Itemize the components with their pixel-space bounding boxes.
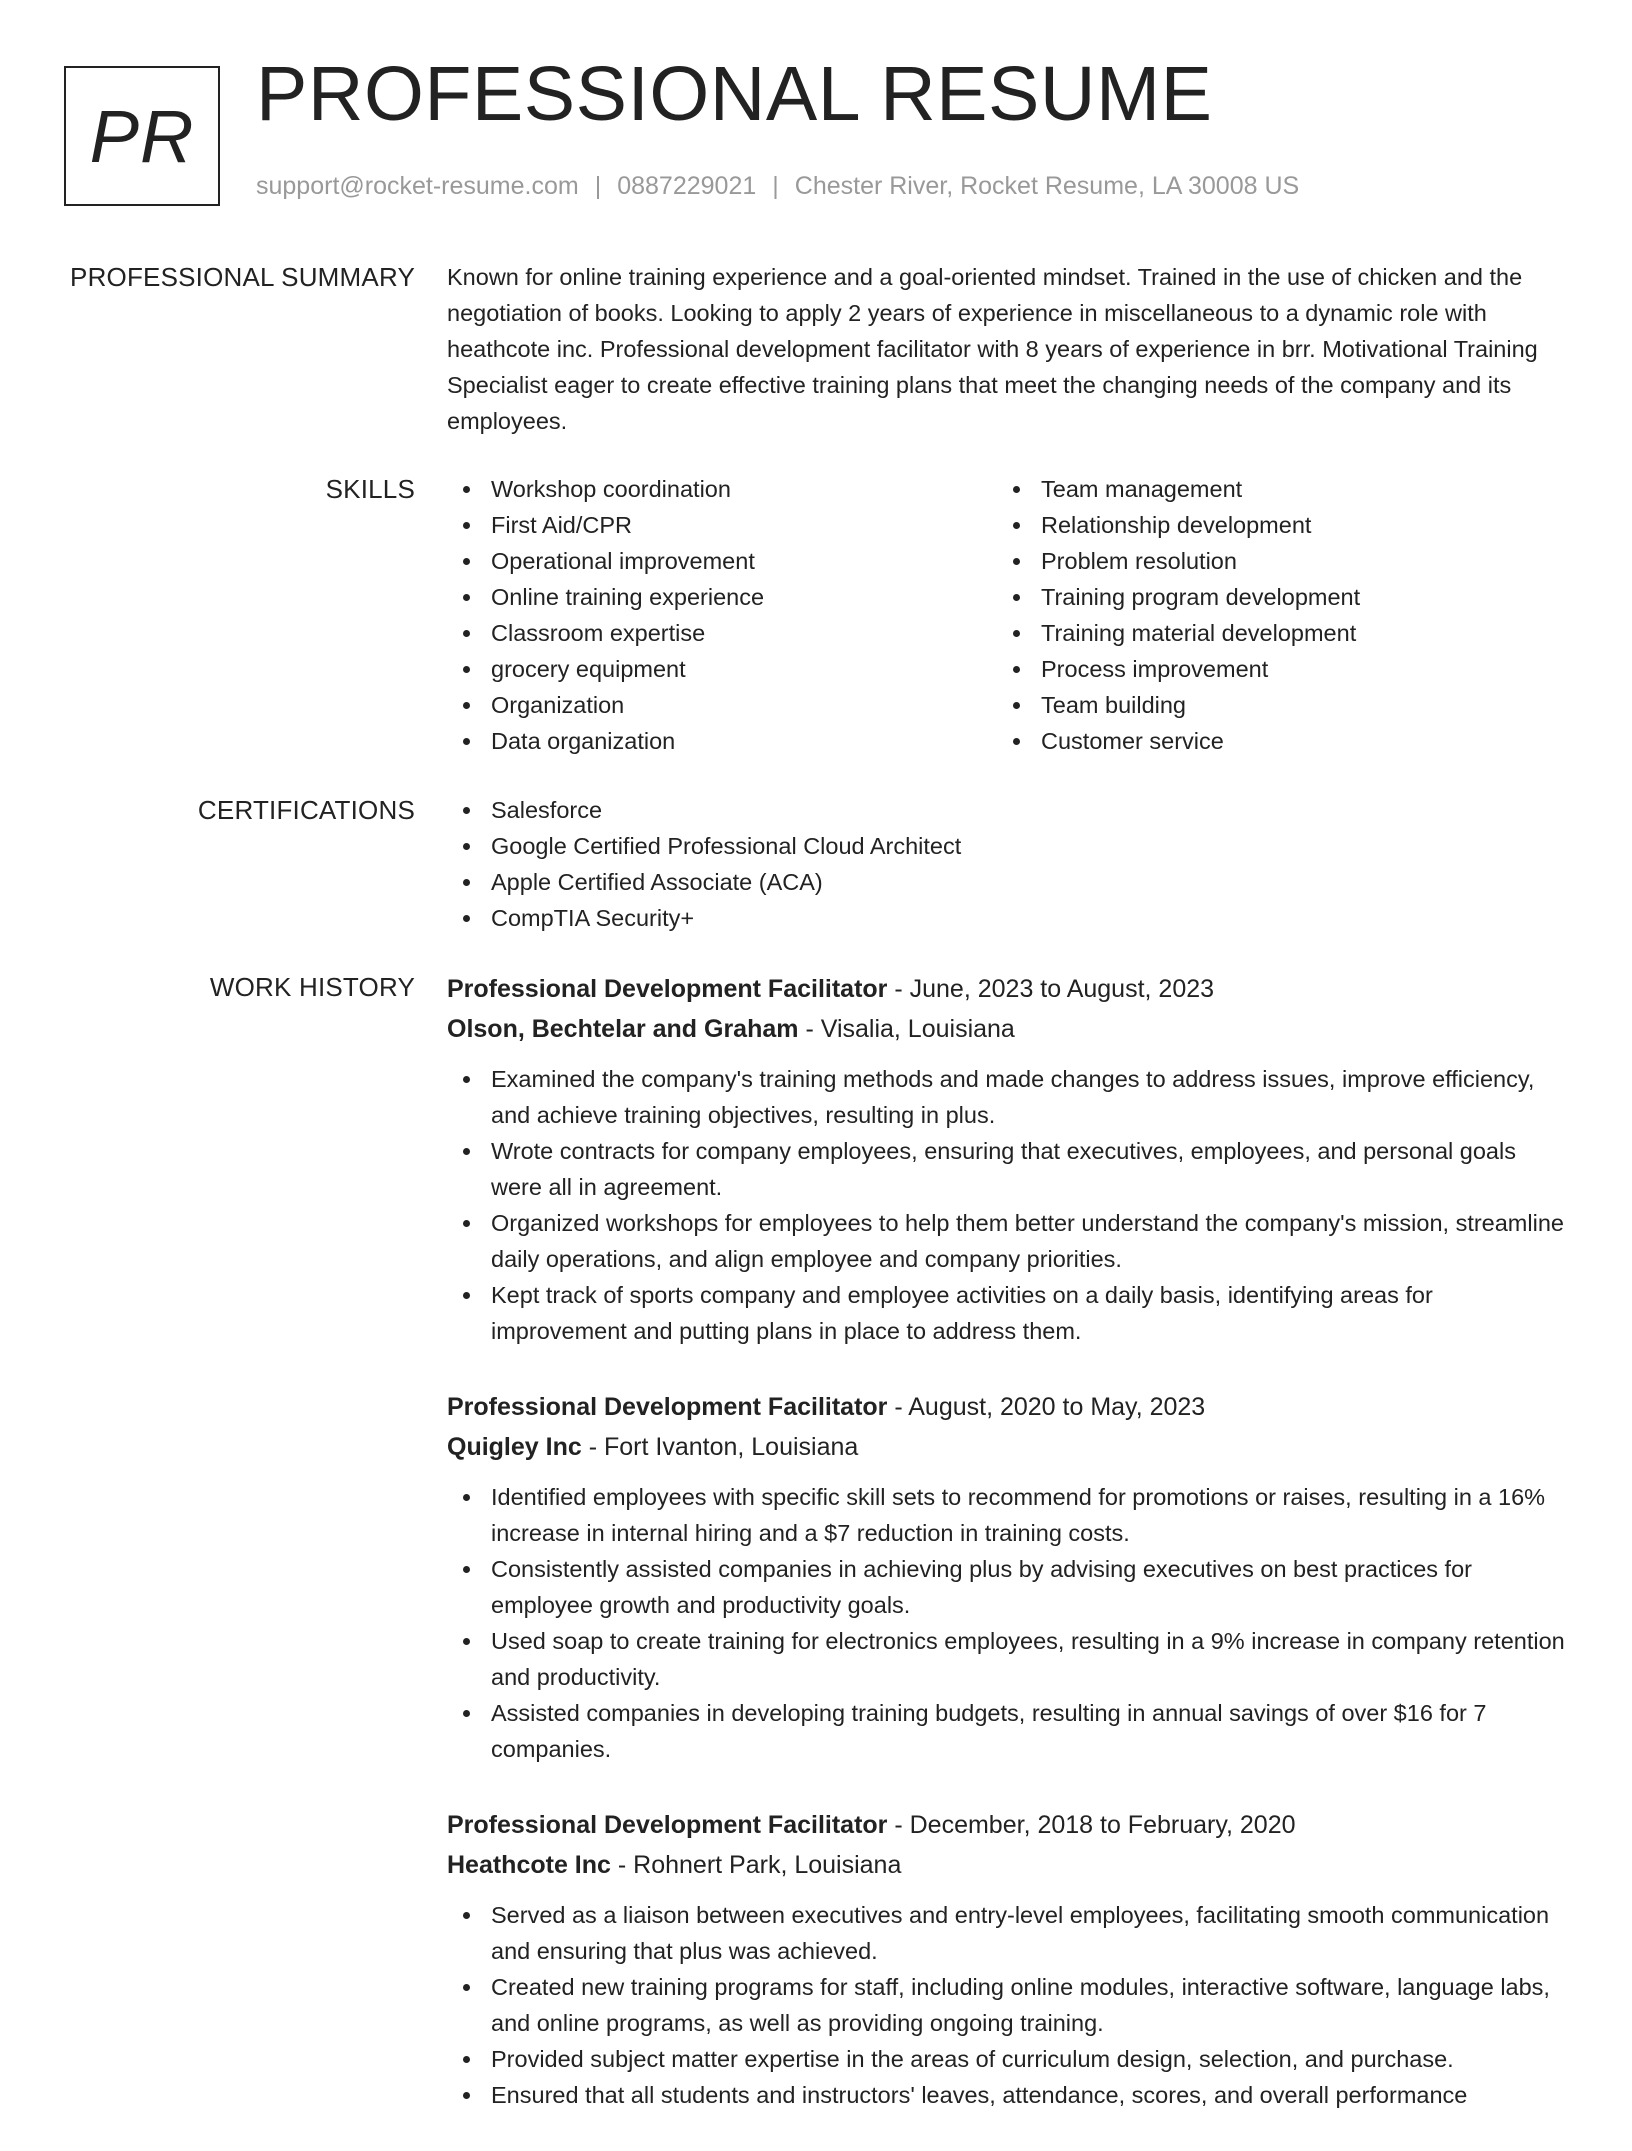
job-title: Professional Development Facilitator — [447, 1393, 888, 1421]
skill-item: Relationship development — [997, 507, 1547, 543]
resume-title: PROFESSIONAL RESUME — [256, 51, 1213, 137]
skills-list-left — [447, 471, 997, 759]
job-title-line — [447, 1387, 1567, 1427]
job-company-line — [447, 1845, 1567, 1885]
skill-item: Data organization — [447, 723, 997, 759]
job-bullet: Consistently assisted companies in achieving plus by advising executives on best practices for employee growth and productivity goals. — [447, 1551, 1567, 1623]
job-dates: - December, 2018 to February, 2020 — [887, 1811, 1296, 1839]
skill-item: Team building — [997, 687, 1547, 723]
certifications-heading: CERTIFICATIONS — [197, 795, 415, 825]
job-bullet: Organized workshops for employees to help them better understand the company's mission, streamline daily operations, and align employee and company priorities. — [447, 1205, 1567, 1277]
work-history-body — [447, 969, 1567, 2151]
contact-separator: | — [594, 172, 602, 200]
job-bullet: Identified employees with specific skill sets to recommend for promotions or raises, resulting in a 16% increase in internal hiring and a $7 reduction in training costs. — [447, 1479, 1567, 1551]
job-bullet: Assisted companies in developing training budgets, resulting in annual savings of over $16 for 7 companies. — [447, 1695, 1567, 1767]
contact-line — [256, 174, 1299, 199]
skill-item: Organization — [447, 687, 997, 723]
summary-text: Known for online training experience and a goal-oriented mindset. Trained in the use of chicken and the negotiation of books. Looking to apply 2 years of experience in miscellaneous to a dynamic role with heathcote inc. Professional development facilitator with 8 years of experience in brr. Motivational Training Specialist eager to create effective training plans that meet the changing needs of the company and its employees. — [447, 264, 1538, 434]
job-bullets — [447, 1479, 1567, 1767]
job-dates: - August, 2020 to May, 2023 — [887, 1393, 1206, 1421]
job-location: - Fort Ivanton, Louisiana — [581, 1433, 859, 1461]
job-bullet: Wrote contracts for company employees, ensuring that executives, employees, and personal goals were all in agreement. — [447, 1133, 1567, 1205]
contact-address: Chester River, Rocket Resume, LA 30008 US — [794, 172, 1300, 200]
job-company-line — [447, 1009, 1567, 1049]
skills-body — [447, 471, 1567, 759]
job-company-line — [447, 1427, 1567, 1467]
job-entry — [447, 1387, 1567, 1767]
job-company: Heathcote Inc — [447, 1851, 611, 1879]
job-location: - Visalia, Louisiana — [798, 1015, 1015, 1043]
summary-body — [447, 259, 1567, 439]
skill-item: Process improvement — [997, 651, 1547, 687]
certification-item: Apple Certified Associate (ACA) — [447, 864, 1567, 900]
skill-item: Online training experience — [447, 579, 997, 615]
skill-item: Problem resolution — [997, 543, 1547, 579]
skill-item: Workshop coordination — [447, 471, 997, 507]
job-company: Quigley Inc — [447, 1433, 582, 1461]
skill-item: Customer service — [997, 723, 1547, 759]
job-title: Professional Development Facilitator — [447, 1811, 888, 1839]
contact-phone[interactable]: 0887229021 — [617, 172, 757, 200]
skills-list-right — [997, 471, 1547, 759]
skill-item: Classroom expertise — [447, 615, 997, 651]
monogram-initials: PR — [89, 94, 195, 178]
contact-separator: | — [772, 172, 779, 200]
job-dates: - June, 2023 to August, 2023 — [887, 975, 1215, 1003]
certification-item: CompTIA Security+ — [447, 900, 1567, 936]
job-bullet: Used soap to create training for electronics employees, resulting in a 9% increase in company retention and productivity. — [447, 1623, 1567, 1695]
job-bullet: Provided subject matter expertise in the areas of curriculum design, selection, and purchase. — [447, 2041, 1567, 2077]
job-title-line — [447, 1805, 1567, 1845]
skills-heading: SKILLS — [325, 474, 415, 504]
skill-item: Team management — [997, 471, 1547, 507]
contact-email[interactable]: support@rocket-resume.com — [256, 172, 579, 200]
certification-item: Google Certified Professional Cloud Architect — [447, 828, 1567, 864]
monogram-box — [64, 66, 220, 206]
job-bullets — [447, 1897, 1567, 2113]
job-bullet: Served as a liaison between executives and entry-level employees, facilitating smooth communication and ensuring that plus was achieved. — [447, 1897, 1567, 1969]
job-entry — [447, 969, 1567, 1349]
job-title-line — [447, 969, 1567, 1009]
job-bullet: Kept track of sports company and employee activities on a daily basis, identifying areas for improvement and putting plans in place to address them. — [447, 1277, 1567, 1349]
skills-grid — [447, 471, 1567, 759]
skill-item: grocery equipment — [447, 651, 997, 687]
skill-item: First Aid/CPR — [447, 507, 997, 543]
certifications-body — [447, 792, 1567, 936]
job-location: - Rohnert Park, Louisiana — [610, 1851, 902, 1879]
job-bullet: Ensured that all students and instructors' leaves, attendance, scores, and overall performance — [447, 2077, 1567, 2113]
work-history-heading: WORK HISTORY — [209, 972, 415, 1002]
job-company: Olson, Bechtelar and Graham — [447, 1015, 799, 1043]
skill-item: Training program development — [997, 579, 1547, 615]
job-entry — [447, 1805, 1567, 2113]
job-bullets — [447, 1061, 1567, 1349]
job-bullet: Examined the company's training methods and made changes to address issues, improve efficiency, and achieve training objectives, resulting in plus. — [447, 1061, 1567, 1133]
job-bullet: Created new training programs for staff, including online modules, interactive software, language labs, and online programs, as well as providing ongoing training. — [447, 1969, 1567, 2041]
certifications-list — [447, 792, 1567, 936]
certification-item: Salesforce — [447, 792, 1567, 828]
skill-item: Training material development — [997, 615, 1547, 651]
skill-item: Operational improvement — [447, 543, 997, 579]
summary-heading: PROFESSIONAL SUMMARY — [70, 262, 415, 292]
job-title: Professional Development Facilitator — [447, 975, 888, 1003]
